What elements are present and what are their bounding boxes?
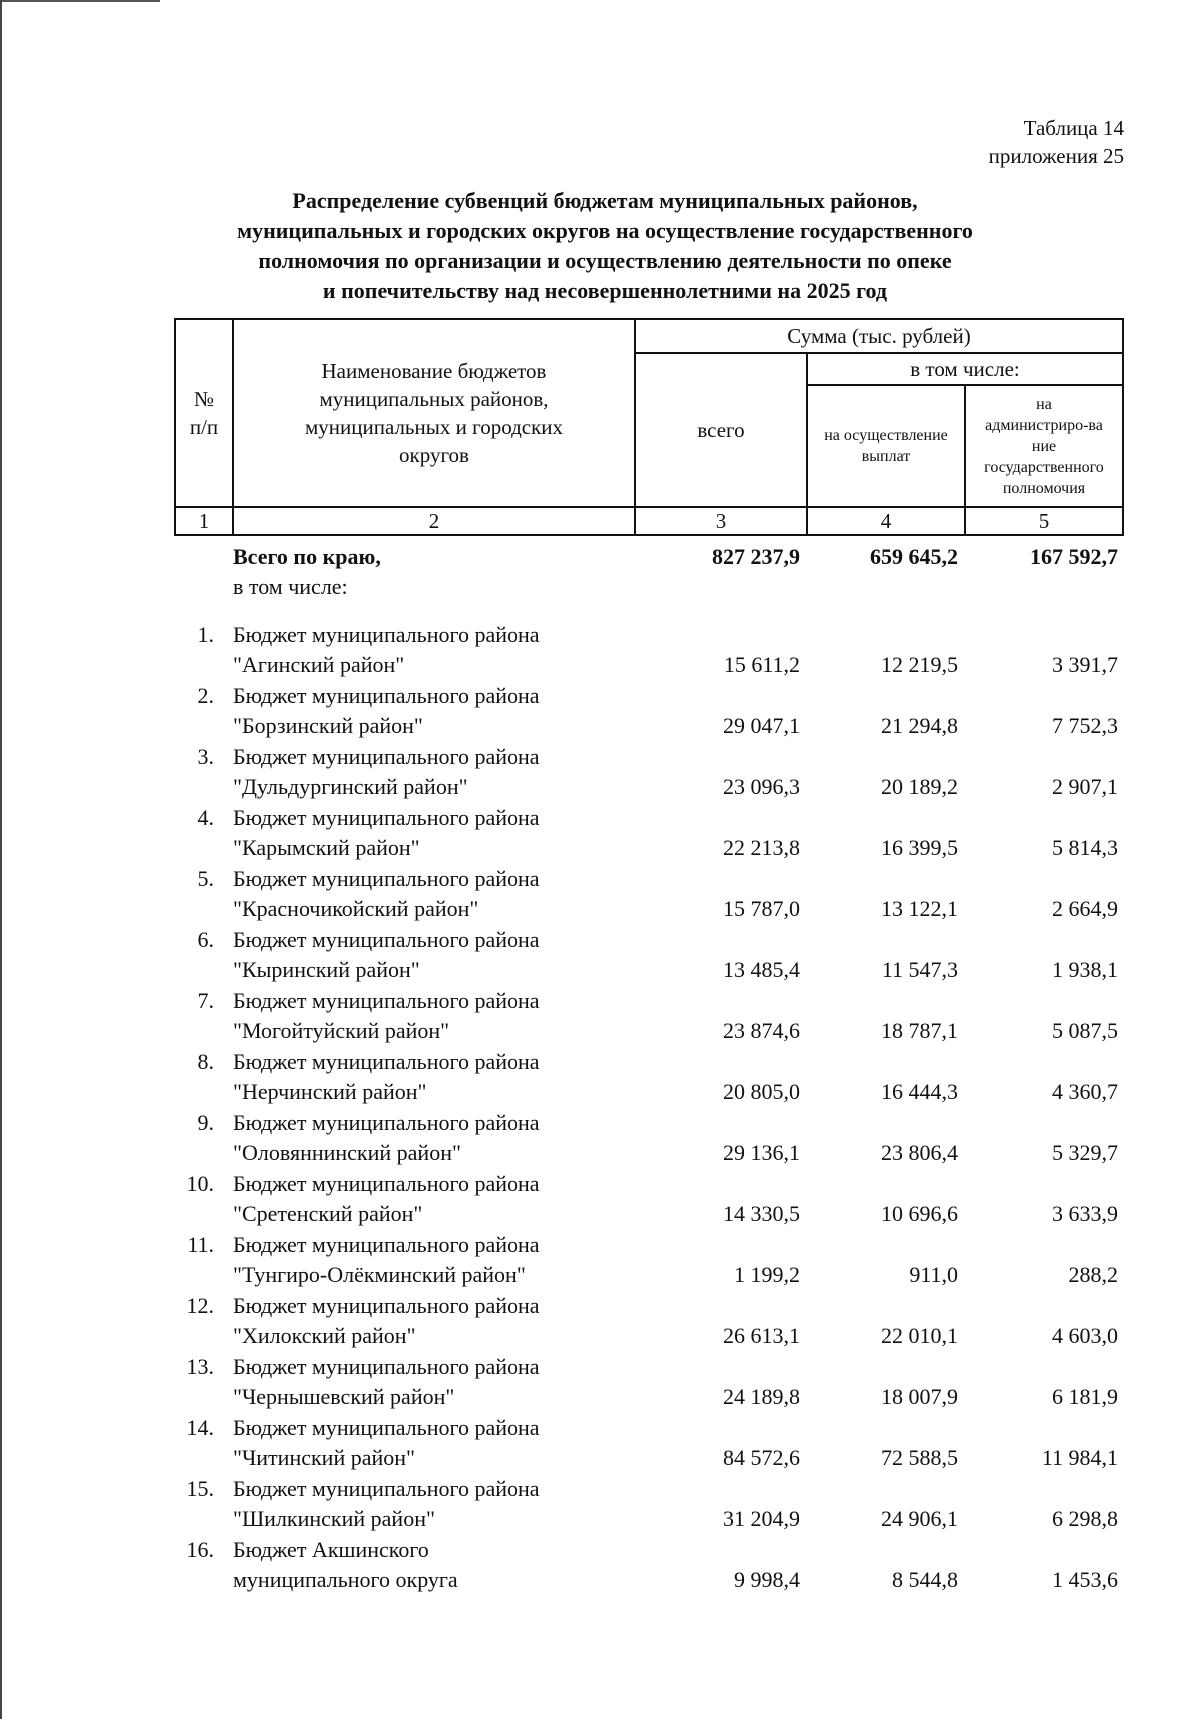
- row-total: 1 199,2: [734, 1262, 800, 1287]
- header-col-total: всего: [697, 418, 745, 442]
- appendix-number: приложения 25: [988, 144, 1124, 168]
- row-admin: 6 181,9: [1052, 1384, 1118, 1409]
- row-total: 9 998,4: [734, 1567, 800, 1592]
- row-number: 11.: [187, 1232, 214, 1257]
- row-payments: 23 806,4: [881, 1140, 958, 1165]
- table-header: [174, 318, 1124, 536]
- table-number: Таблица 14: [1023, 116, 1124, 140]
- row-name: [233, 1230, 653, 1290]
- table-row: [0, 1350, 1200, 1411]
- header-col-number: № п/п: [189, 387, 219, 439]
- row-name: [233, 620, 653, 680]
- scan-edge-top: [0, 0, 160, 2]
- row-name: [233, 1474, 653, 1534]
- row-admin: 6 298,8: [1052, 1506, 1118, 1531]
- row-name-line-1: Бюджет муниципального района: [233, 1110, 540, 1135]
- row-number: 15.: [186, 1476, 214, 1501]
- row-name: [233, 1108, 653, 1168]
- row-number: 16.: [186, 1537, 214, 1562]
- row-number: 8.: [197, 1049, 214, 1074]
- table-body: [0, 540, 1200, 1594]
- row-payments: 72 588,5: [881, 1445, 958, 1470]
- table-row: [0, 679, 1200, 740]
- row-name-line-1: Бюджет муниципального района: [233, 744, 540, 769]
- total-admin: 167 592,7: [1030, 544, 1118, 569]
- total-payments: 659 645,2: [870, 544, 958, 569]
- row-total: 31 204,9: [723, 1506, 800, 1531]
- row-name: [233, 1047, 653, 1107]
- title-line-3: полномочия по организации и осуществлению деятельности по опеке: [258, 248, 952, 273]
- row-name: [233, 864, 653, 924]
- row-admin: 3 633,9: [1052, 1201, 1118, 1226]
- table-row: [0, 618, 1200, 679]
- row-name-line-1: Бюджет муниципального района: [233, 1049, 540, 1074]
- row-number: 14.: [186, 1415, 214, 1440]
- header-col-admin: на администриро-ва ние государственного полномочия: [984, 395, 1104, 497]
- row-total: 14 330,5: [723, 1201, 800, 1226]
- row-name-line-2: "Читинский район": [233, 1445, 416, 1470]
- row-name: [233, 1291, 653, 1351]
- row-name: [233, 925, 653, 985]
- row-name-line-1: Бюджет муниципального района: [233, 1415, 540, 1440]
- table-row: [0, 740, 1200, 801]
- row-admin: 4 360,7: [1052, 1079, 1118, 1104]
- row-name-line-1: Бюджет муниципального района: [233, 1476, 540, 1501]
- row-name: [233, 1352, 653, 1412]
- row-name: [233, 803, 653, 863]
- table-row: [0, 1045, 1200, 1106]
- row-total: 29 136,1: [723, 1140, 800, 1165]
- row-name: [233, 1413, 653, 1473]
- table-row: [0, 1472, 1200, 1533]
- row-number: 13.: [186, 1354, 214, 1379]
- row-payments: 11 547,3: [881, 957, 958, 982]
- row-name-line-1: Бюджет муниципального района: [233, 805, 540, 830]
- row-number: 10.: [186, 1171, 214, 1196]
- row-name-line-1: Бюджет муниципального района: [233, 927, 540, 952]
- row-admin: 2 664,9: [1052, 896, 1118, 921]
- total-sublabel: в том числе:: [233, 574, 348, 599]
- row-payments: 911,0: [909, 1262, 958, 1287]
- column-number-1: 1: [198, 508, 210, 533]
- row-admin: 5 329,7: [1052, 1140, 1118, 1165]
- row-name-line-2: "Дульдургинский район": [233, 774, 468, 799]
- column-number-5: 5: [1038, 508, 1050, 533]
- table-reference: [989, 114, 1124, 170]
- row-name: [233, 1535, 653, 1595]
- row-name-line-2: муниципального округа: [233, 1567, 458, 1592]
- column-number-4: 4: [880, 508, 892, 533]
- row-name-line-2: "Карымский район": [233, 835, 420, 860]
- row-name-line-2: "Нерчинский район": [233, 1079, 427, 1104]
- header-sum: Сумма (тыс. рублей): [787, 324, 971, 348]
- row-name-line-2: "Шилкинский район": [233, 1506, 435, 1531]
- table-row: [0, 923, 1200, 984]
- row-payments: 13 122,1: [881, 896, 958, 921]
- row-number: 1.: [197, 622, 214, 647]
- row-name-line-2: "Могойтуйский район": [233, 1018, 450, 1043]
- row-name-line-1: Бюджет муниципального района: [233, 1293, 540, 1318]
- table-row: [0, 1167, 1200, 1228]
- row-name-line-1: Бюджет муниципального района: [233, 1171, 540, 1196]
- row-payments: 16 444,3: [881, 1079, 958, 1104]
- row-admin: 11 984,1: [1041, 1445, 1118, 1470]
- row-payments: 22 010,1: [881, 1323, 958, 1348]
- row-total: 22 213,8: [723, 835, 800, 860]
- row-payments: 12 219,5: [881, 652, 958, 677]
- row-payments: 18 007,9: [881, 1384, 958, 1409]
- row-admin: 5 814,3: [1052, 835, 1118, 860]
- row-total: 13 485,4: [723, 957, 800, 982]
- row-number: 9.: [197, 1110, 214, 1135]
- document-title: [150, 186, 1060, 306]
- row-total: 24 189,8: [723, 1384, 800, 1409]
- row-payments: 16 399,5: [881, 835, 958, 860]
- row-payments: 10 696,6: [881, 1201, 958, 1226]
- row-name-line-2: "Оловяннинский район": [233, 1140, 461, 1165]
- row-admin: 1 938,1: [1052, 957, 1118, 982]
- row-name: [233, 742, 653, 802]
- row-name-line-2: "Борзинский район": [233, 713, 423, 738]
- table-row: [0, 1411, 1200, 1472]
- row-number: 4.: [197, 805, 214, 830]
- row-admin: 3 391,7: [1052, 652, 1118, 677]
- row-admin: 2 907,1: [1052, 774, 1118, 799]
- total-row: [0, 540, 1200, 618]
- row-name-line-2: "Чернышевский район": [233, 1384, 455, 1409]
- row-name-line-1: Бюджет муниципального района: [233, 683, 540, 708]
- row-list: [0, 618, 1200, 1594]
- table-row: [0, 984, 1200, 1045]
- row-name-line-1: Бюджет муниципального района: [233, 988, 540, 1013]
- row-payments: 21 294,8: [881, 713, 958, 738]
- row-admin: 7 752,3: [1052, 713, 1118, 738]
- row-name-line-2: "Хилокский район": [233, 1323, 416, 1348]
- table-row: [0, 1228, 1200, 1289]
- row-name-line-1: Бюджет муниципального района: [233, 1232, 540, 1257]
- header-col-payments: на осуществление выплат: [824, 427, 948, 465]
- row-name: [233, 1169, 653, 1229]
- row-admin: 288,2: [1068, 1262, 1118, 1287]
- row-admin: 1 453,6: [1052, 1567, 1118, 1592]
- row-name-line-1: Бюджет муниципального района: [233, 1354, 540, 1379]
- row-total: 15 611,2: [723, 652, 800, 677]
- table-row: [0, 801, 1200, 862]
- row-name-line-1: Бюджет Акшинского: [233, 1537, 429, 1562]
- title-line-1: Распределение субвенций бюджетам муниципальных районов,: [292, 188, 918, 213]
- row-admin: 4 603,0: [1052, 1323, 1118, 1348]
- row-total: 23 096,3: [723, 774, 800, 799]
- row-payments: 8 544,8: [892, 1567, 958, 1592]
- row-number: 12.: [186, 1293, 214, 1318]
- column-number-2: 2: [428, 508, 440, 533]
- table-row: [0, 1289, 1200, 1350]
- title-line-4: и попечительству над несовершеннолетними на 2025 год: [322, 278, 888, 303]
- row-payments: 20 189,2: [881, 774, 958, 799]
- row-total: 29 047,1: [723, 713, 800, 738]
- row-total: 26 613,1: [723, 1323, 800, 1348]
- row-payments: 24 906,1: [881, 1506, 958, 1531]
- row-name-line-2: "Кыринский район": [233, 957, 420, 982]
- header-col-name: Наименование бюджетов муниципальных районов, муниципальных и городских округов: [304, 359, 564, 467]
- row-name-line-2: "Красночикойский район": [233, 896, 479, 921]
- total-sum: 827 237,9: [712, 544, 800, 569]
- column-number-3: 3: [715, 508, 727, 533]
- row-number: 5.: [197, 866, 214, 891]
- row-total: 84 572,6: [723, 1445, 800, 1470]
- table-row: [0, 1533, 1200, 1594]
- row-name-line-1: Бюджет муниципального района: [233, 622, 540, 647]
- row-name-line-2: "Агинский район": [233, 652, 405, 677]
- row-payments: 18 787,1: [881, 1018, 958, 1043]
- header-including: в том числе:: [910, 357, 1020, 381]
- total-label: Всего по краю,: [233, 544, 381, 569]
- row-total: 23 874,6: [723, 1018, 800, 1043]
- row-number: 2.: [197, 683, 214, 708]
- row-admin: 5 087,5: [1052, 1018, 1118, 1043]
- row-number: 7.: [197, 988, 214, 1013]
- row-name: [233, 681, 653, 741]
- row-name-line-1: Бюджет муниципального района: [233, 866, 540, 891]
- row-name: [233, 986, 653, 1046]
- table-row: [0, 862, 1200, 923]
- row-number: 3.: [197, 744, 214, 769]
- row-name-line-2: "Тунгиро-Олёкминский район": [233, 1262, 526, 1287]
- row-total: 20 805,0: [723, 1079, 800, 1104]
- title-line-2: муниципальных и городских округов на осуществление государственного: [237, 218, 973, 243]
- row-total: 15 787,0: [723, 896, 800, 921]
- row-name-line-2: "Сретенский район": [233, 1201, 423, 1226]
- row-number: 6.: [197, 927, 214, 952]
- table-row: [0, 1106, 1200, 1167]
